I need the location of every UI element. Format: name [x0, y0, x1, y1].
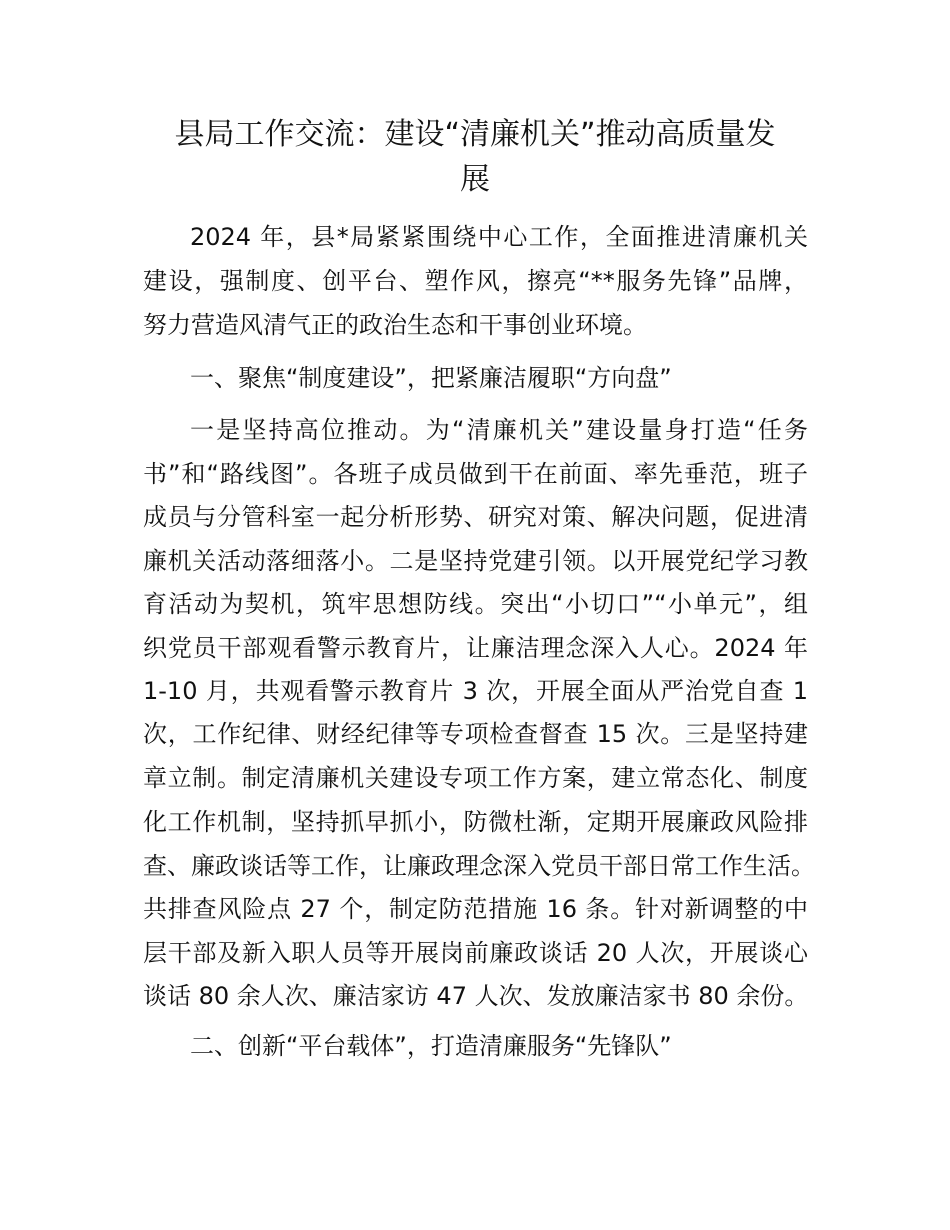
paragraph-line: 努力营造风清气正的政治生态和干事创业环境。 — [143, 311, 647, 339]
section-heading-1: 一、聚焦“制度建设”，把紧廉洁履职“方向盘” — [190, 364, 672, 392]
paragraph-line: 建设，强制度、创平台、塑作风，擦亮“**服务先锋”品牌， — [143, 267, 808, 295]
section-heading-2: 二、创新“平台载体”，打造清廉服务“先锋队” — [190, 1032, 672, 1060]
paragraph-line: 廉机关活动落细落小。二是坚持党建引领。以开展党纪学习教 — [143, 547, 808, 575]
paragraph-line: 一是坚持高位推动。为“清廉机关”建设量身打造“任务 — [190, 416, 808, 444]
paragraph-line: 章立制。制定清廉机关建设专项工作方案，建立常态化、制度 — [143, 764, 808, 792]
paragraph-line: 谈话 80 余人次、廉洁家访 47 人次、发放廉洁家书 80 余份。 — [143, 982, 809, 1010]
paragraph-line: 化工作机制，坚持抓早抓小，防微杜渐，定期开展廉政风险排 — [143, 808, 808, 836]
paragraph-line: 次，工作纪律、财经纪律等专项检查督查 15 次。三是坚持建 — [143, 720, 808, 748]
paragraph-line: 2024 年，县*局紧紧围绕中心工作，全面推进清廉机关 — [190, 223, 808, 251]
paragraph-line: 育活动为契机，筑牢思想防线。突出“小切口”“小单元”，组 — [143, 590, 808, 618]
paragraph-line: 书”和“路线图”。各班子成员做到干在前面、率先垂范，班子 — [143, 460, 808, 488]
document-title-line-2: 展 — [460, 162, 490, 197]
paragraph-line: 成员与分管科室一起分析形势、研究对策、解决问题，促进清 — [143, 503, 808, 531]
paragraph-line: 查、廉政谈话等工作，让廉政理念深入党员干部日常工作生活。 — [143, 852, 815, 880]
paragraph-line: 织党员干部观看警示教育片，让廉洁理念深入人心。2024 年 — [143, 634, 808, 662]
paragraph-line: 1-10 月，共观看警示教育片 3 次，开展全面从严治党自查 1 — [143, 677, 808, 705]
document-title-line-1: 县局工作交流：建设“清廉机关”推动高质量发 — [174, 117, 776, 152]
paragraph-line: 共排查风险点 27 个，制定防范措施 16 条。针对新调整的中 — [143, 895, 808, 923]
paragraph-line: 层干部及新入职人员等开展岗前廉政谈话 20 人次，开展谈心 — [143, 939, 808, 967]
